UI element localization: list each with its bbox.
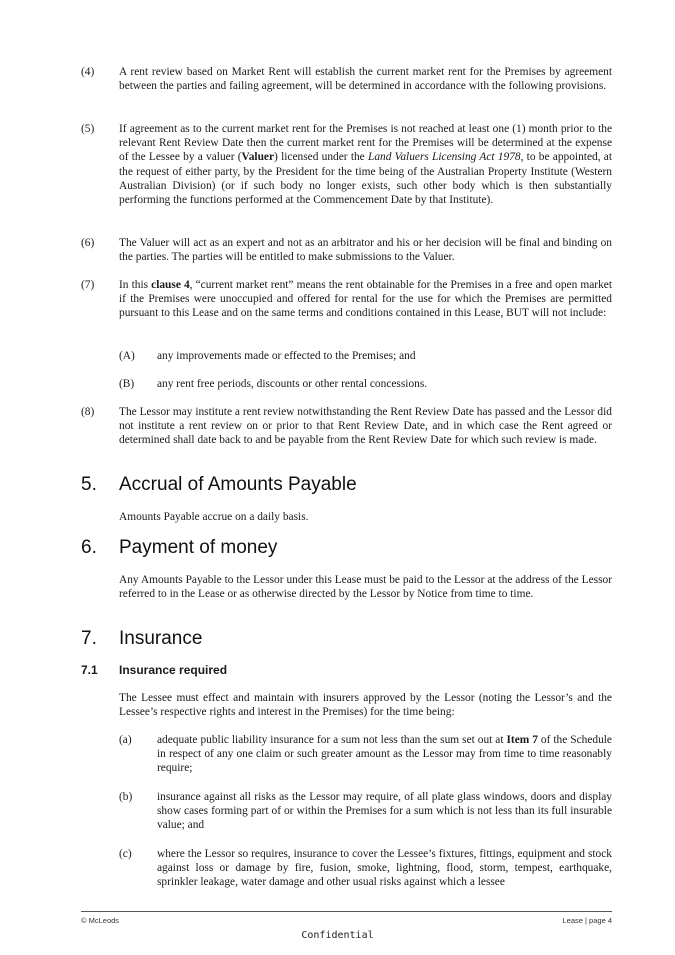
item-text: any improvements made or effected to the Premises; and — [157, 350, 416, 362]
item-reference: Item 7 — [506, 734, 538, 746]
text-run: , to be appointed, at the request of either party, by the President for the time being of the Australian Property Institute (Western Australian Division) (or if such body no longer exists, such other body which is then substantially performing the functions performed at the Commencement Date by that Institute). — [119, 151, 613, 207]
text-run: of the Schedule in respect of any one claim or such greater amount as the Lessor may from time to time reasonably require; — [157, 734, 612, 775]
item-number: (A) — [119, 350, 135, 362]
text-run: ) licensed under the — [274, 151, 368, 164]
act-name: Land Valuers Licensing Act 1978 — [367, 151, 521, 164]
item-number: (c) — [119, 848, 132, 860]
footer-page-label: Lease | page 4 — [562, 916, 612, 925]
paragraph-text: A rent review based on Market Rent will establish the current market rent for the Premises by agreement between the parties and failing agreement, will be determined in accordance with the following provisions. — [119, 66, 612, 93]
paragraph-number: (5) — [81, 123, 95, 135]
heading-title: Payment of money — [119, 537, 278, 558]
paragraph-number: (8) — [81, 406, 95, 418]
text-run: adequate public liability insurance for a sum not less than the sum set out at — [157, 734, 507, 746]
text-run: , “current market rent” means the rent obtainable for the Premises in a free and open market if the Premises were unoccupied and offered for rental for the use for which the Premises are permitted pursuant to this Lease and on the same terms and conditions contained in this Lease, BUT will not include: — [119, 279, 612, 320]
defined-term: Valuer — [241, 151, 275, 164]
item-text: insurance against all risks as the Lessor may require, of all plate glass windows, doors and display show cases forming part of or within the Premises for a sum which is not less than its full insurable value; and — [157, 791, 612, 832]
text-run: In this — [119, 279, 152, 291]
clause-6-text: Any Amounts Payable to the Lessor under this Lease must be paid to the Lessor at the address of the Lessor referred to in the Lease or as otherwise directed by the Lessor by Notice from time to time. — [119, 574, 612, 601]
item-number: (a) — [119, 734, 132, 746]
heading-title: Insurance — [119, 628, 203, 649]
paragraph-number: (6) — [81, 237, 95, 249]
item-number: (b) — [119, 791, 133, 803]
paragraph-number: (7) — [81, 279, 95, 291]
clause-reference: clause 4 — [151, 279, 190, 291]
paragraph-text: The Valuer will act as an expert and not as an arbitrator and his or her decision will be final and binding on the parties. The parties will be entitled to make submissions to the Valuer. — [119, 237, 612, 264]
paragraph-text — [119, 278, 612, 321]
paragraph-number: (4) — [81, 66, 95, 78]
heading-number: 7.1 — [81, 663, 98, 677]
footer-divider — [81, 911, 612, 912]
item-text: any rent free periods, discounts or other rental concessions. — [157, 378, 428, 390]
confidential-label: Confidential — [301, 930, 374, 941]
text-run: If agreement as to the current market rent for the Premises is not reached at least one (1) month prior to the relevant Rent Review Date then the current market rent for the Premises will be determined at the expense of the Lessee by a valuer ( — [119, 123, 612, 164]
heading-title: Accrual of Amounts Payable — [119, 474, 357, 495]
heading-number: 7. — [81, 628, 97, 649]
paragraph-text: The Lessor may institute a rent review notwithstanding the Rent Review Date has passed and the Lessor did not institute a rent review on or prior to that Rent Review Date, and in which case the Rent agreed or determined shall date back to and be payable from the Rent Review Date for which such review is made. — [119, 406, 612, 447]
item-text: where the Lessor so requires, insurance to cover the Lessee’s fixtures, fittings, equipment and stock against loss or damage by fire, fusion, smoke, lightning, flood, storm, tempest, earthquake, sprinkler leakage, water damage and other usual risks against which a lessee — [157, 848, 612, 889]
heading-title: Insurance required — [119, 663, 228, 677]
clause-5-text: Amounts Payable accrue on a daily basis. — [119, 511, 309, 523]
paragraph-text — [119, 122, 612, 207]
footer-copyright: © McLeods — [81, 916, 120, 925]
heading-number: 6. — [81, 537, 97, 558]
heading-number: 5. — [81, 474, 97, 495]
item-number: (B) — [119, 378, 135, 390]
item-text — [157, 733, 612, 776]
clause-7-1-intro: The Lessee must effect and maintain with insurers approved by the Lessor (noting the Lessor’s and the Lessee’s respective rights and interest in the Premises) for the time being: — [119, 692, 612, 719]
